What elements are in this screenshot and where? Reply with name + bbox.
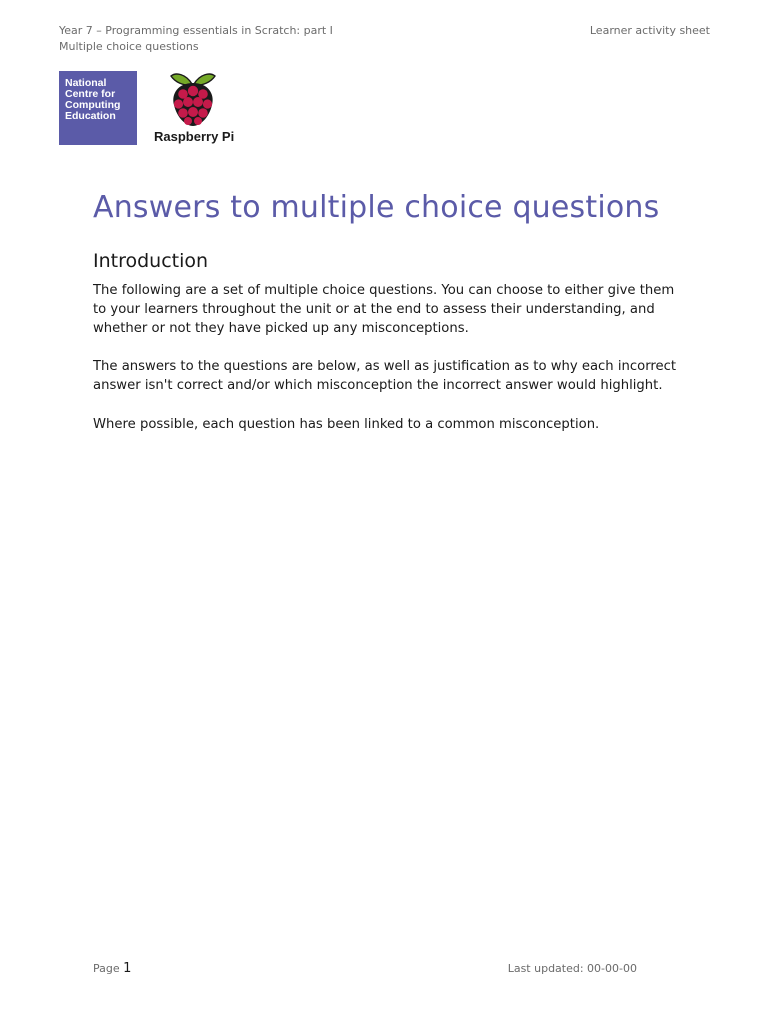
section-heading-introduction: Introduction <box>93 250 209 272</box>
last-updated: Last updated: 00-00-00 <box>507 962 637 975</box>
intro-paragraph: The following are a set of multiple choice questions. You can choose to either give them to your learners throughout the unit or at the end to assess their understanding, and whether or not they have picked up any misconceptions. <box>93 283 675 336</box>
answers-paragraph: The answers to the questions are below, as well as justification as to why each incorrect answer isn't correct and/or which misconception the incorrect answer would highlight. <box>93 359 677 393</box>
page-indicator <box>93 961 131 976</box>
page-label: Page <box>93 962 120 975</box>
ncce-logo-line: Computing <box>65 99 121 111</box>
ncce-logo <box>59 71 137 145</box>
raspberry-pi-logo <box>152 70 238 148</box>
course-title: Year 7 – Programming essentials in Scratch: part I <box>59 24 333 37</box>
raspberry-pi-wordmark: Raspberry Pi <box>154 129 235 144</box>
document-subtitle: Multiple choice questions <box>59 40 199 53</box>
ncce-logo-line: Centre for <box>65 88 116 100</box>
raspberry-icon <box>168 70 218 128</box>
page-number: 1 <box>123 961 132 976</box>
sheet-type-label: Learner activity sheet <box>589 24 710 37</box>
ncce-logo-line: National <box>65 77 107 89</box>
page-title: Answers to multiple choice questions <box>93 190 660 225</box>
ncce-logo-line: Education <box>65 110 116 122</box>
misconception-paragraph: Where possible, each question has been linked to a common misconception. <box>93 417 600 432</box>
document-header <box>59 23 333 55</box>
